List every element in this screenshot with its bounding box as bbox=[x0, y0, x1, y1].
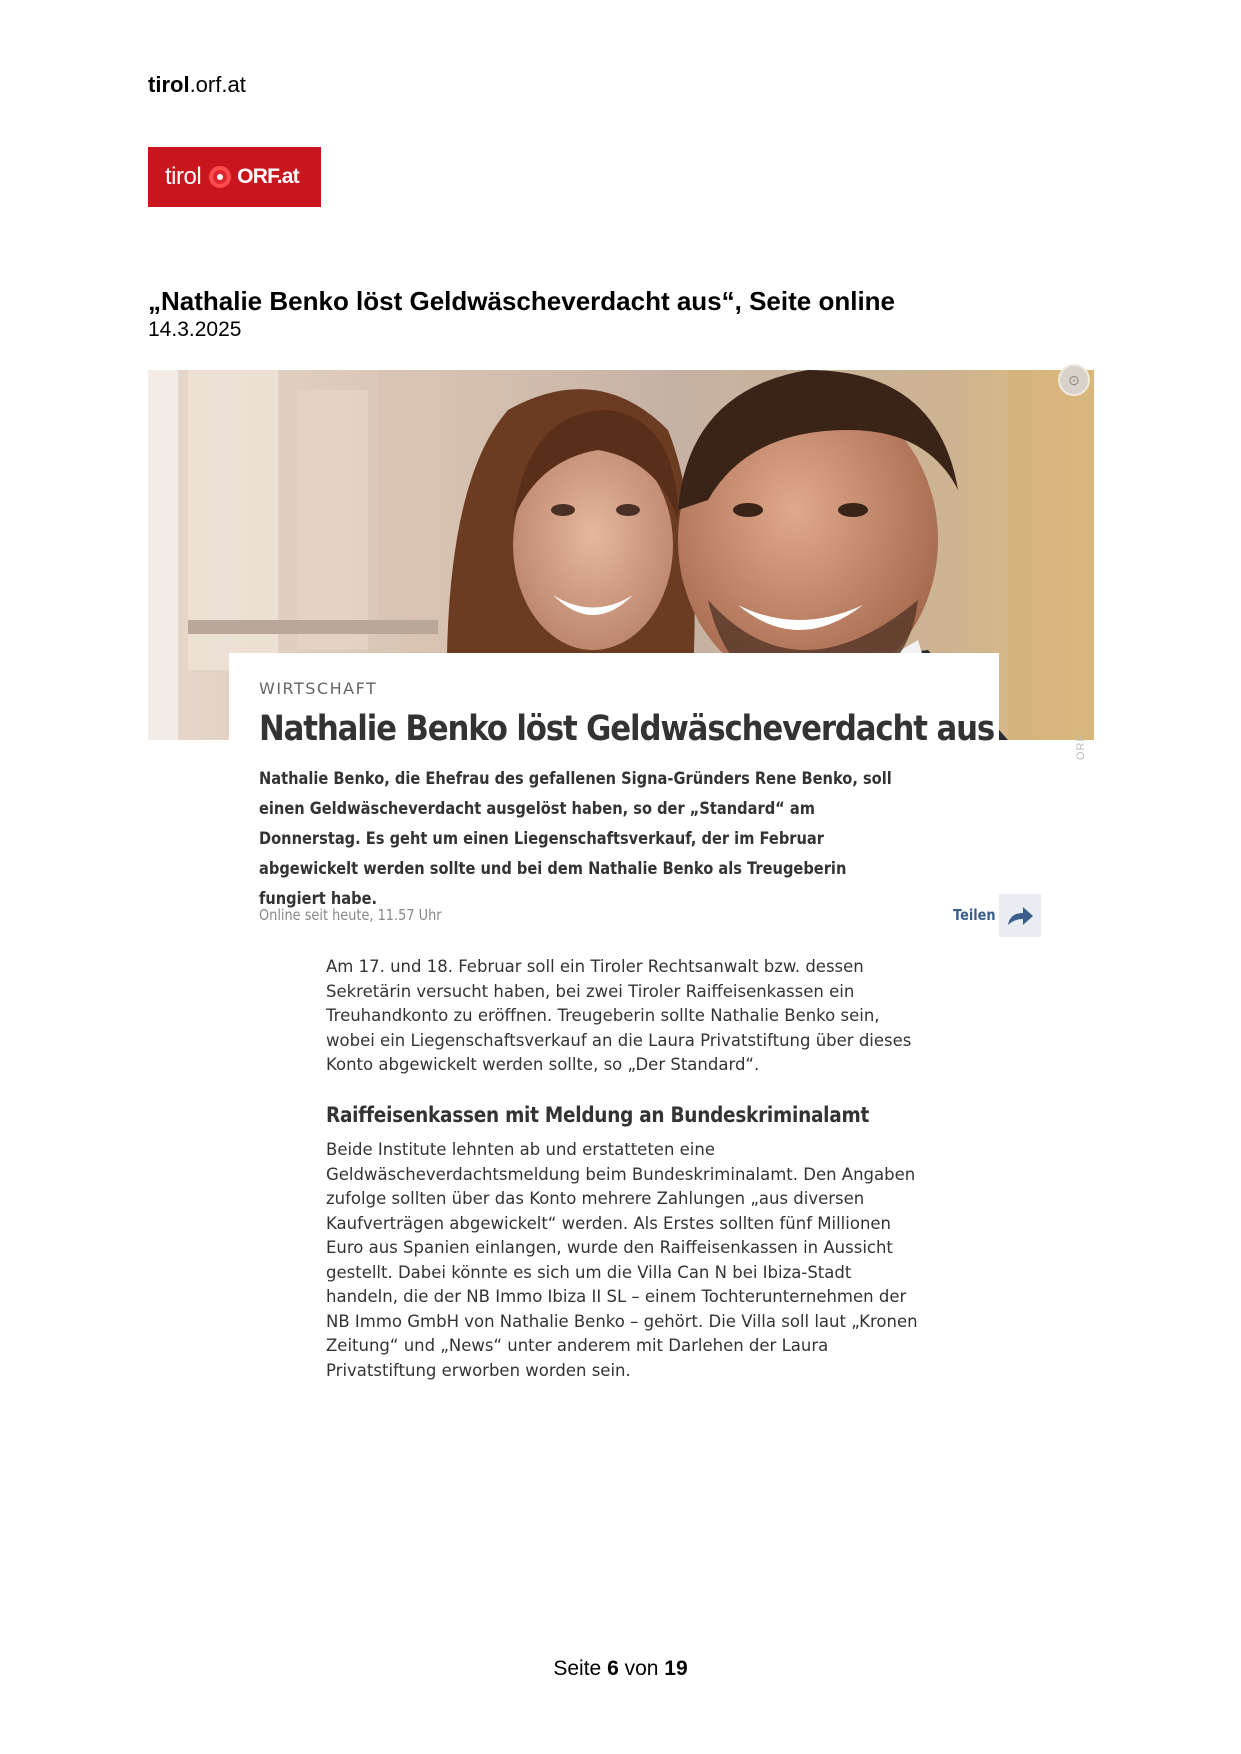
tirol-orf-logo bbox=[148, 147, 321, 207]
article-lead: Nathalie Benko, die Ehefrau des gefallenen Signa-Gründers Rene Benko, soll einen Geldwäscheverdacht ausgelöst haben, so der „Standard“ am Donnerstag. Es geht um einen Liegenschaftsverkauf, der im Februar abgewickelt werden sollte und bei dem Nathalie Benko als Treugeberin fungiert habe. bbox=[259, 769, 892, 909]
source-url-rest: .orf.at bbox=[189, 72, 246, 97]
document-title: „Nathalie Benko löst Geldwäscheverdacht aus“, Seite online bbox=[148, 286, 896, 316]
logo-brand: ORF.at bbox=[237, 165, 299, 188]
footer-middle: von bbox=[624, 1657, 659, 1680]
footer-total: 19 bbox=[664, 1657, 688, 1680]
share-arrow-icon bbox=[1006, 905, 1034, 927]
photo-credit: ORF bbox=[1075, 733, 1087, 760]
document-date: 14.3.2025 bbox=[148, 318, 242, 341]
page-number bbox=[0, 1657, 1241, 1681]
section-label[interactable]: WIRTSCHAFT bbox=[259, 679, 378, 698]
footer-page: 6 bbox=[607, 1657, 619, 1680]
article-paragraph-2: Beide Institute lehnten ab und erstatteten eine Geldwäscheverdachtsmeldung beim Bundeskriminalamt. Den Angaben zufolge sollten über das Konto mehrere Zahlungen „aus diversen Kaufverträgen abgewickelt“ werden. Als Erstes sollten fünf Millionen Euro aus Spanien einlangen, wurde den Raiffeisenkassen in Aussicht gestellt. Dabei könnte es sich um die Villa Can N bei Ibiza-Stadt handeln, die der NB Immo Ibiza II SL – einem Tochterunternehmen der NB Immo GmbH von Nathalie Benko – gehört. Die Villa soll laut „Kronen Zeitung“ und „News“ unter anderem mit Darlehen der Laura Privatstiftung erworben worden sein. bbox=[326, 1140, 918, 1380]
orf-eye-icon bbox=[209, 166, 231, 188]
article-subheading: Raiffeisenkassen mit Meldung an Bundeskriminalamt bbox=[326, 1103, 870, 1127]
footer-prefix: Seite bbox=[553, 1657, 602, 1680]
share-label[interactable]: Teilen bbox=[953, 906, 996, 924]
visual-search-icon[interactable]: ⊙ bbox=[1058, 364, 1090, 396]
source-url bbox=[148, 72, 246, 98]
article-headline: Nathalie Benko löst Geldwäscheverdacht aus bbox=[259, 709, 995, 749]
article-paragraph-1: Am 17. und 18. Februar soll ein Tiroler Rechtsanwalt bzw. dessen Sekretärin versucht haben, bei zwei Tiroler Raiffeisenkassen ein Treuhandkonto zu eröffnen. Treugeberin sollte Nathalie Benko sein, wobei ein Liegenschaftsverkauf an die Laura Privatstiftung über dieses Konto abgewickelt werden sollte, so „Der Standard“. bbox=[326, 957, 912, 1074]
share-button[interactable] bbox=[999, 894, 1041, 937]
logo-word: tirol bbox=[165, 163, 202, 190]
publish-time: Online seit heute, 11.57 Uhr bbox=[259, 906, 442, 924]
source-url-bold: tirol bbox=[148, 72, 190, 97]
